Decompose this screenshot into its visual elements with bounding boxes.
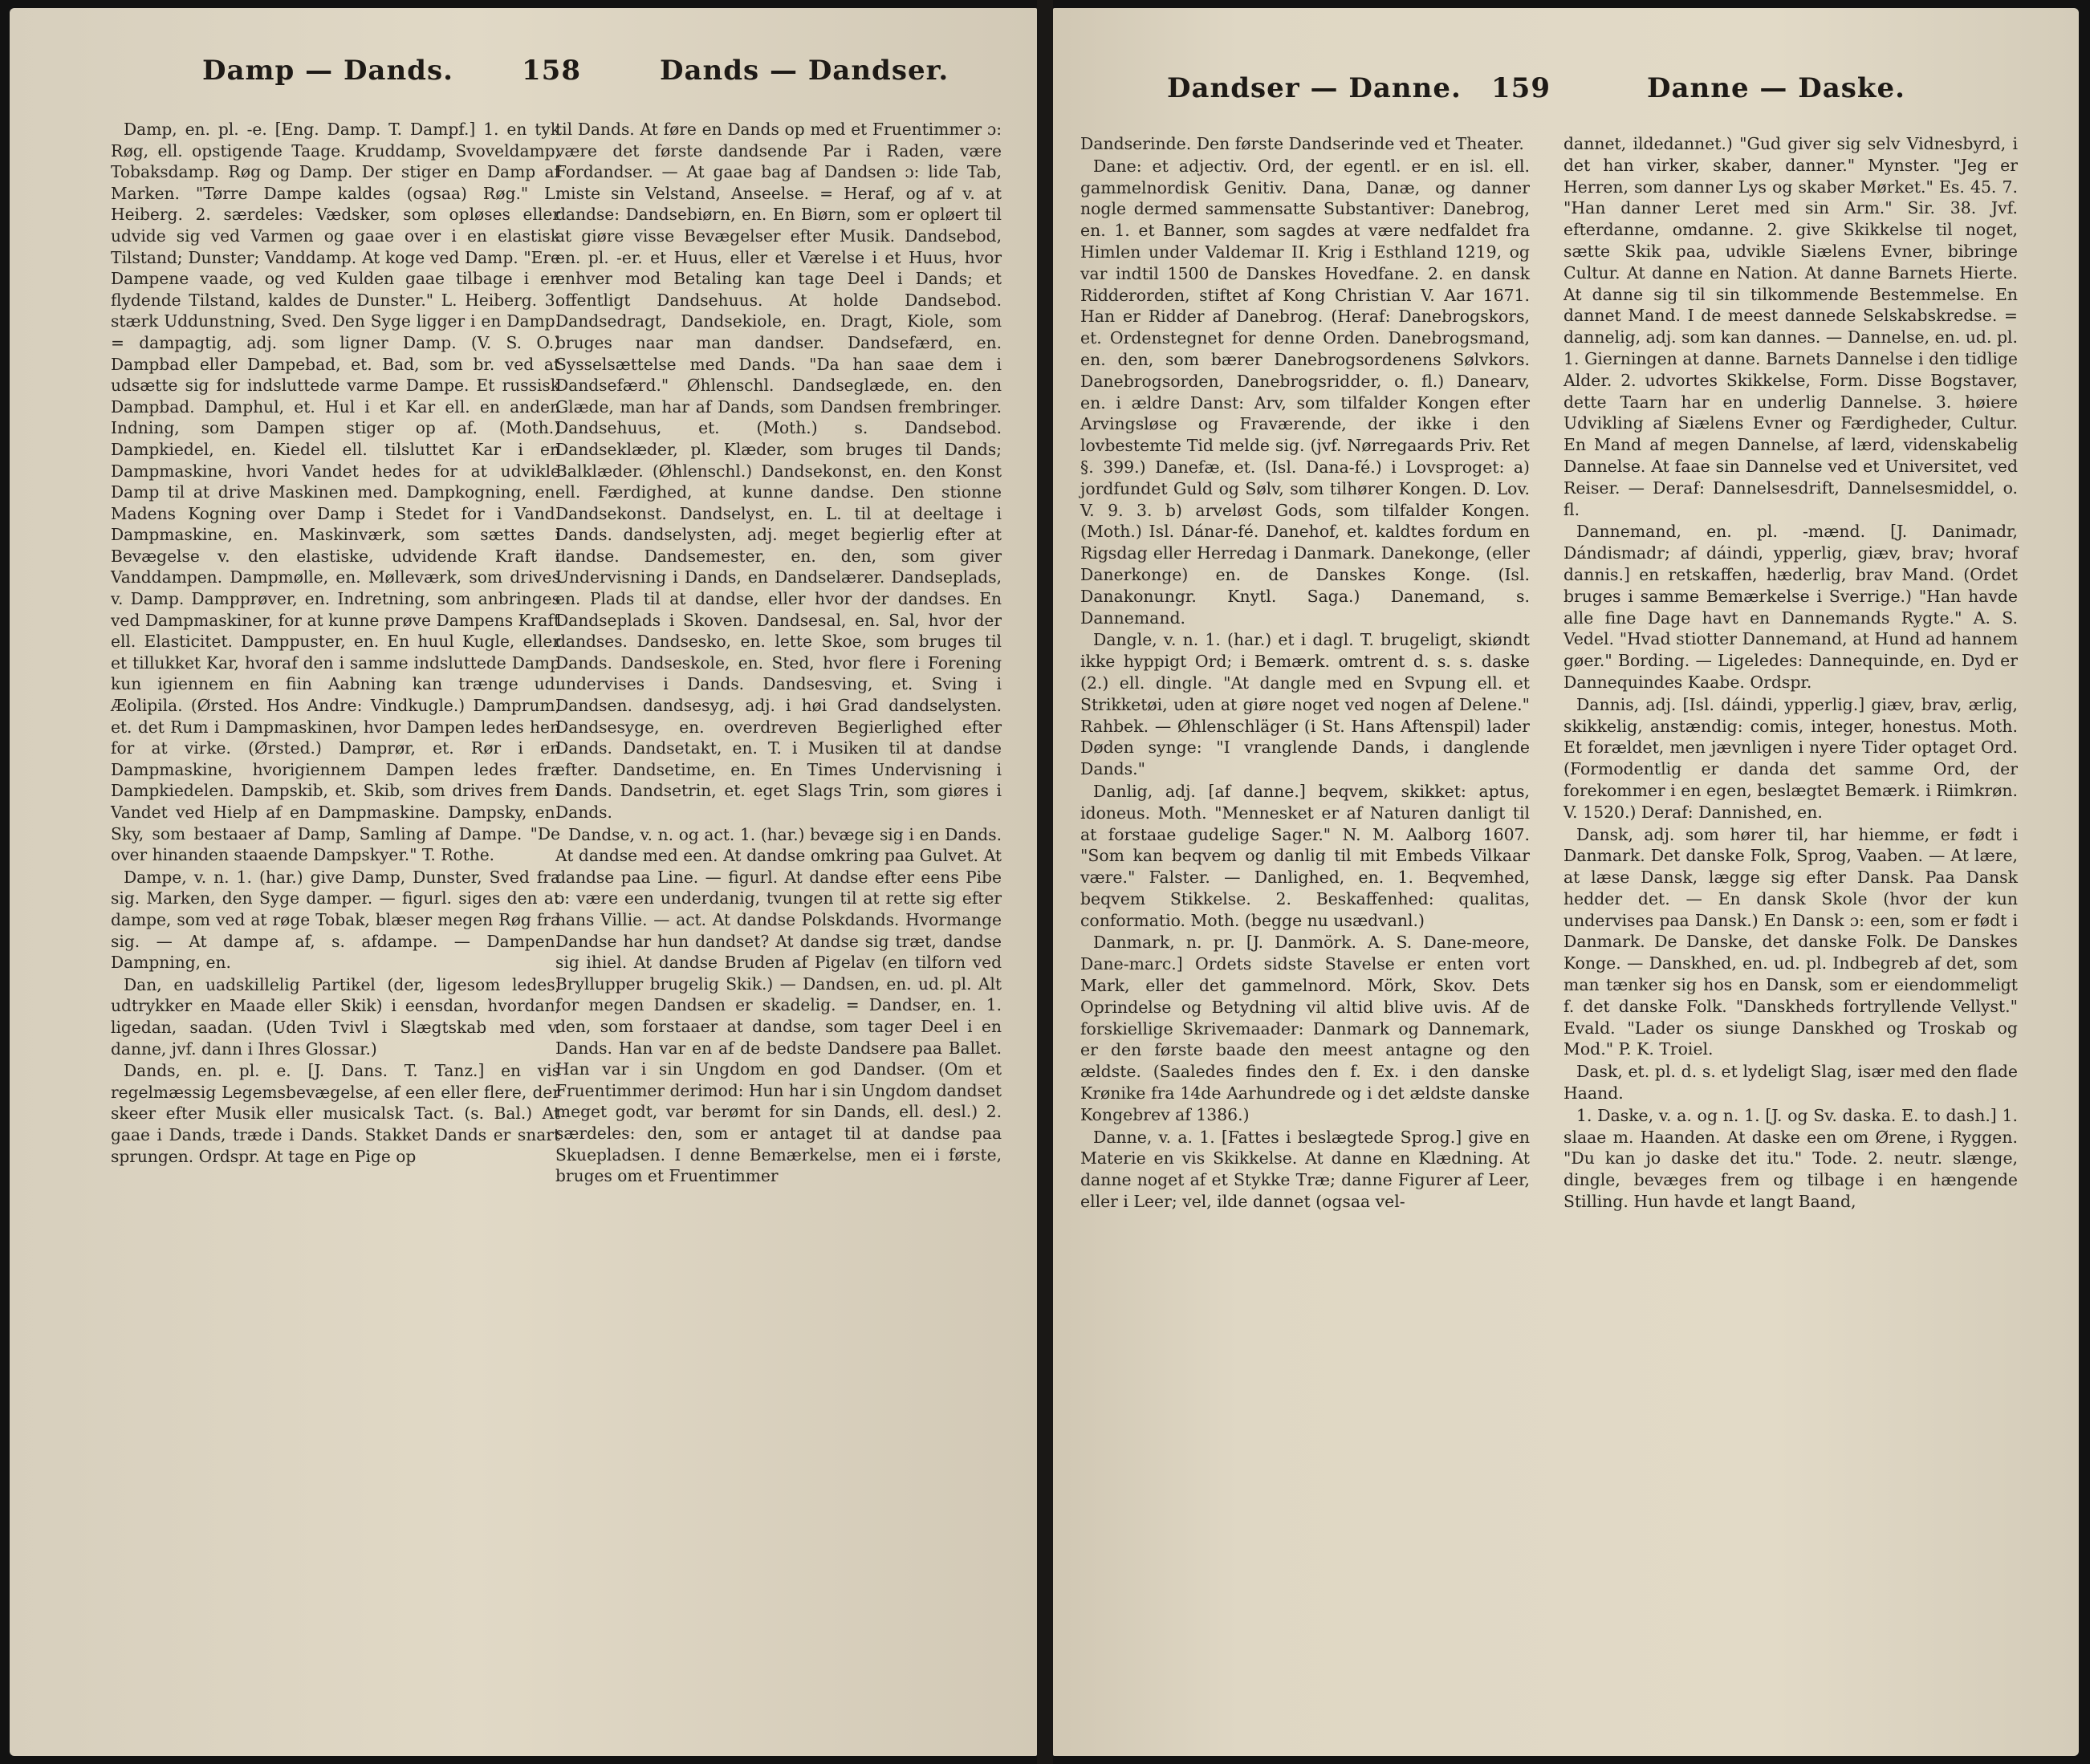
dictionary-entry: Dannemand, en. pl. -mænd. [J. Danimadr, Dándismadr; af dáindi, ypperlig, giæv, brav; hvoraf dannis.] en retskaffen, hæderlig, brav Mand. (Ordet bruges i samme Bemærkelse i Sverrige.) "Han havde alle fine Dage havt en Dannemands Rygte." A. S. Vedel. "Hvad stiotter Dannemand, at Hund ad hannem gøer." Bording. — Ligeledes: Dannequinde, en. Dyd er Dannequindes Kaabe. Ordspr. — [1563, 522, 2018, 692]
right-guide-word: Dands — Dandser. — [660, 55, 949, 87]
dictionary-entry: Danmark, n. pr. [J. Danmörk. A. S. Dane-meore, Dane-marc.] Ordets sidste Stavelse er enten vort Mark, eller det gammelnord. Mörk, Skov. Dets Oprindelse og Betydning vil altid blive uvis. Af de forskiellige Skrivemaader: Danmark og Dannemark, er den første baade den meest antagne og den ældste. (Saaledes findes den f. Ex. i den danske Krønike fra 14de Aarhundrede og i det ældste danske Kongebrev af 1386.) — [1080, 933, 1530, 1124]
dictionary-entry: Danlig, adj. [af danne.] beqvem, skikket: aptus, idoneus. Moth. "Mennesket er af Naturen danligt til at forstaae gudelige Sager." N. M. Aalborg 1607. "Som kan beqvem og danlig til mit Embeds Vilkaar være." Falster. — Danlighed, en. 1. Beqvemhed, beqvem Stikkelse. 2. Beskaffenhed: qualitas, conformatio. Moth. (begge nu usædvanl.) — [1080, 781, 1530, 930]
dictionary-entry: Dannis, adj. [Isl. dáindi, ypperlig.] giæv, brav, ærlig, skikkelig, anstændig: comis, integer, honestus. Moth. Et forældet, men jævnligen i nyere Tider optaget Ord. (Formodentlig er danda det samme Ord, der forekommer i en egen, beslægtet Bemærk. i Riimkrøn. V. 1520.) Deraf: Dannished, en. — [1563, 694, 2018, 822]
page-number: 158 — [522, 55, 581, 87]
book-gutter — [1037, 0, 1053, 1764]
dictionary-entry: Dampe, v. n. 1. (har.) give Damp, Dunster, Sved fra sig. Marken, den Syge damper. — figurl. siges den at dampe, som ved at røge Tobak, blæser megen Røg fra sig. — At dampe af, s. afdampe. — Dampen. Dampning, en. — [111, 867, 560, 973]
text-column-1 — [1080, 133, 1530, 1213]
dictionary-entry: Dands, en. pl. e. [J. Dans. T. Tanz.] en vis regelmæssig Legemsbevægelse, af een eller flere, der skeer efter Musik eller musicalsk Tact. (s. Bal.) At gaae i Dands, træde i Dands. Stakket Dands er snart sprungen. Ordspr. At tage en Pige op — [111, 1061, 560, 1166]
dictionary-entry: Dane: et adjectiv. Ord, der egentl. er en isl. ell. gammelnordisk Genitiv. Dana, Danæ, og danner nogle dermed sammensatte Substantiver: Danebrog, en. 1. et Banner, som sagdes at være nedfaldet fra Himlen under Valdemar II. Krig i Esthland 1219, og var indtil 1500 de Danskes Hovedfane. 2. en dansk Ridderorden, stiftet af Kong Christian V. Aar 1671. Han er Ridder af Danebrog. (Heraf: Danebrogskors, et. Ordenstegnet for denne Orden. Danebrogsmand, en. den, som bærer Danebrogsordenens Sølvkors. Danebrogsorden, Danebrogsridder, o. fl.) Danearv, en. i ældre Danst: Arv, som tilfalder Kongen efter Arvingsløse og Fraværende, der ikke i den lovbestemte Tid melde sig. (jvf. Nørregaards Priv. Ret §. 399.) Danefæ, et. (Isl. Dana-fé.) i Lovsproget: a) jordfundet Guld og Sølv, som tilhører Kongen. D. Lov. V. 9. 3. b) arveløst Gods, som tilfalder Kongen. (Moth.) Isl. Dánar-fé. Danehof, et. kaldtes fordum en Rigsdag eller Herredag i Danmark. Danekonge, (eller Danerkonge) en. de Danskes Konge. (Isl. Danakonungr. Knytl. Saga.) Danemand, s. Dannemand. — [1080, 156, 1530, 628]
text-column-2 — [1563, 133, 2018, 1213]
dictionary-entry: 1. Daske, v. a. og n. 1. [J. og Sv. daska. E. to dash.] 1. slaae m. Haanden. At daske een om Ørene, i Ryggen. "Du kan jo daske det itu." Tode. 2. neutr. slænge, dingle, bevæges frem og tilbage i en hængende Stilling. Hun havde et langt Baand, — [1563, 1105, 2018, 1212]
dictionary-entry: Dandse, v. n. og act. 1. (har.) bevæge sig i en Dands. At dandse med een. At dandse omkring paa Gulvet. At dandse paa Line. — figurl. At dandse efter eens Pibe ɔ: være een underdanig, tvungen til at rette sig efter hans Villie. — act. At dandse Polskdands. Hvormange Dandse har hun dandset? At dandse sig træt, dandse sig ihiel. At dandse Bruden af Pigelav (en tilforn ved Bryllupper brugelig Skik.) — Dandsen, en. ud. pl. Alt for megen Dandsen er skadelig. = Dandser, en. 1. den, som forstaaer at dandse, som tager Deel i en Dands. Han var en af de bedste Dandsere paa Ballet. Han var i sin Ungdom en god Dandser. (Om et Fruentimmer derimod: Hun har i sin Ungdom dandset meget godt, var berømt for sin Dands, ell. desl.) 2. særdeles: den, som er antaget til at dandse paa Skuepladsen. I denne Bemærkelse, men ei i første, bruges om et Fruentimmer — [555, 824, 1002, 1186]
left-guide-word: Damp — Dands. — [202, 55, 453, 87]
right-page-header — [1053, 72, 2079, 120]
dictionary-entry: Damp, en. pl. -e. [Eng. Damp. T. Dampf.] 1. en tyk Røg, ell. opstigende Taage. Kruddamp, Svoveldamp, Tobaksdamp. Røg og Damp. Der stiger en Damp af Marken. "Tørre Dampe kaldes (ogsaa) Røg." L. Heiberg. 2. særdeles: Vædsker, som opløses eller udvide sig ved Varmen og gaae over i en elastisk Tilstand; Dunster; Vanddamp. At koge ved Damp. "Ere Dampene vaade, og ved Kulden gaae tilbage i en flydende Tilstand, kaldes de Dunster." L. Heiberg. 3. stærk Uddunstning, Sved. Den Syge ligger i en Damp. = dampagtig, adj. som ligner Damp. (V. S. O.) Dampbad eller Dampebad, et. Bad, som br. ved at udsætte sig for indsluttede varme Dampe. Et russisk Dampbad. Damphul, et. Hul i et Kar ell. en anden Indning, som Dampen stiger op af. (Moth.) Dampkiedel, en. Kiedel ell. tilsluttet Kar i en Dampmaskine, hvori Vandet hedes for at udvikle Damp til at drive Maskinen med. Dampkogning, en. Madens Kogning over Damp i Stedet for i Vand. Dampmaskine, en. Maskinværk, som sættes i Bevægelse v. den elastiske, udvidende Kraft i Vanddampen. Dampmølle, en. Mølleværk, som drives v. Damp. Dampprøver, en. Indretning, som anbringes ved Dampmaskiner, for at kunne prøve Dampens Kraft ell. Elasticitet. Damppuster, en. En huul Kugle, eller et tillukket Kar, hvoraf den i samme indsluttede Damp kun igiennem en fiin Aabning kan trænge ud. Æolipila. (Ørsted. Hos Andre: Vindkugle.) Damprum, et. det Rum i Dampmaskinen, hvor Dampen ledes hen for at virke. (Ørsted.) Damprør, et. Rør i en Dampmaskine, hvorigiennem Dampen ledes fra Dampkiedelen. Dampskib, et. Skib, som drives frem i Vandet ved Hielp af en Dampmaskine. Dampsky, en. Sky, som bestaaer af Damp, Samling af Dampe. "De over hinanden staaende Dampskyer." T. Rothe. — [111, 120, 560, 865]
left-page — [10, 8, 1037, 1756]
page-number: 159 — [1491, 72, 1551, 104]
dictionary-entry: dannet, ildedannet.) "Gud giver sig selv Vidnesbyrd, i det han virker, skaber, danner." Mynster. "Jeg er Herren, som danner Lys og skaber Mørket." Es. 45. 7. "Han danner Leret med sin Arm." Sir. 38. Jvf. efterdanne, omdanne. 2. give Skikkelse til noget, sætte Skik paa, udvikle Siælens Evner, bibringe Cultur. At danne en Nation. At danne Barnets Hierte. At danne sig til sin tilkommende Bestemmelse. En dannet Mand. I de meest dannede Selskabskredse. = dannelig, adj. som kan dannes. — Dannelse, en. ud. pl. 1. Gierningen at danne. Barnets Dannelse i den tidlige Alder. 2. udvortes Skikkelse, Form. Disse Bogstaver, dette Taarn har en underlig Dannelse. 3. høiere Udvikling af Siælens Evner og Færdigheder, Cultur. En Mand af megen Dannelse, af lærd, videnskabelig Dannelse. At faae sin Dannelse ved et Universitet, ved Reiser. — Deraf: Dannelsesdrift, Dannelsesmiddel, o. fl. — [1563, 134, 2018, 519]
dictionary-entry: Dangle, v. n. 1. (har.) et i dagl. T. brugeligt, skiøndt ikke hyppigt Ord; i Bemærk. omtrent d. s. s. daske (2.) ell. dingle. "At dangle med en Svpung ell. et Strikketøi, uden at giøre noget ved nogen af Delene." Rahbek. — Øhlenschläger (i St. Hans Aftenspil) lader Døden synge: "I vranglende Dands, i danglende Dands." — [1080, 630, 1530, 779]
right-page — [1053, 8, 2079, 1756]
dictionary-entry: Dansk, adj. som hører til, har hiemme, er født i Danmark. Det danske Folk, Sprog, Vaaben. — At lære, at læse Dansk, lægge sig efter Dansk. Paa Dansk hedder det. — En dansk Skole (hvor der kun undervises paa Dansk.) En Dansk ɔ: een, som er født i Danmark. De Danske, det danske Folk. De Danskes Konge. — Danskhed, en. ud. pl. Indbegreb af det, som man tænker sig hos en Dansk, som er eiendommeligt f. det danske Folk. "Danskheds fortryllende Vellyst." Evald. "Lader os siunge Danskhed og Troskab og Mod." P. K. Troiel. — [1563, 824, 2018, 1059]
text-column-2 — [555, 119, 1002, 1188]
dictionary-entry: til Dands. At føre en Dands op med et Fruentimmer ɔ: være det første dandsende Par i Raden, være Fordandser. — At gaae bag af Dandsen ɔ: lide Tab, miste sin Velstand, Anseelse. = Heraf, og af v. at dandse: Dandsebiørn, en. En Biørn, som er opløert til at giøre visse Bevægelser efter Musik. Dandsebod, en. pl. -er. et Huus, eller et Værelse i et Huus, hvor enhver mod Betaling kan tage Deel i Dands; et offentligt Dandsehuus. At holde Dandsebod. Dandsedragt, Dandsekiole, en. Dragt, Kiole, som bruges naar man dandser. Dandsefærd, en. Sysselsættelse med Dands. "Da han saae dem i Dandsefærd." Øhlenschl. Dandseglæde, en. den Glæde, man har af Dands, som Dandsen frembringer. Dandsehuus, et. (Moth.) s. Dandsebod. Dandseklæder, pl. Klæder, som bruges til Dands; Balklæder. (Øhlenschl.) Dandsekonst, en. den Konst ell. Færdighed, at kunne dandse. Den stionne Dandsekonst. Dandselyst, en. L. til at deeltage i Dands. dandselysten, adj. meget begierlig efter at dandse. Dandsemester, en. den, som giver Undervisning i Dands, en Dandselærer. Dandseplads, en. Plads til at dandse, eller hvor der dandses. En Dandseplads i Skoven. Dandsesal, en. Sal, hvor der dandses. Dandsesko, en. lette Skoe, som bruges til Dands. Dandseskole, en. Sted, hvor flere i Forening undervises i Dands. Dandsesving, et. Sving i Dandsen. dandsesyg, adj. i høi Grad dandselysten. Dandsesyge, en. overdreven Begierlighed efter Dands. Dandsetakt, en. T. i Musiken til at dandse efter. Dandsetime, en. En Times Undervisning i Dands. Dandsetrin, et. eget Slags Trin, som giøres i Dands. — [555, 120, 1002, 822]
left-guide-word: Dandser — Danne. — [1167, 72, 1462, 104]
text-column-1 — [111, 119, 560, 1168]
dictionary-entry: Dan, en uadskillelig Partikel (der, ligesom ledes, udtrykker en Maade eller Skik) i eensdan, hvordan, ligedan, saadan. (Uden Tvivl i Slægtskab med v. danne, jvf. dann i Ihres Glossar.) — [111, 974, 560, 1059]
right-guide-word: Danne — Daske. — [1647, 72, 1905, 104]
dictionary-entry: Dandserinde. Den første Dandserinde ved et Theater. — [1080, 134, 1524, 153]
left-page-header — [10, 55, 1037, 103]
dictionary-entry: Dask, et. pl. d. s. et lydeligt Slag, især med den flade Haand. — [1563, 1062, 2018, 1104]
dictionary-entry: Danne, v. a. 1. [Fattes i beslægtede Sprog.] give en Materie en vis Skikkelse. At danne en Klædning. At danne noget af et Stykke Træ; danne Figurer af Leer, eller i Leer; vel, ilde dannet (ogsaa vel- — [1080, 1127, 1530, 1212]
